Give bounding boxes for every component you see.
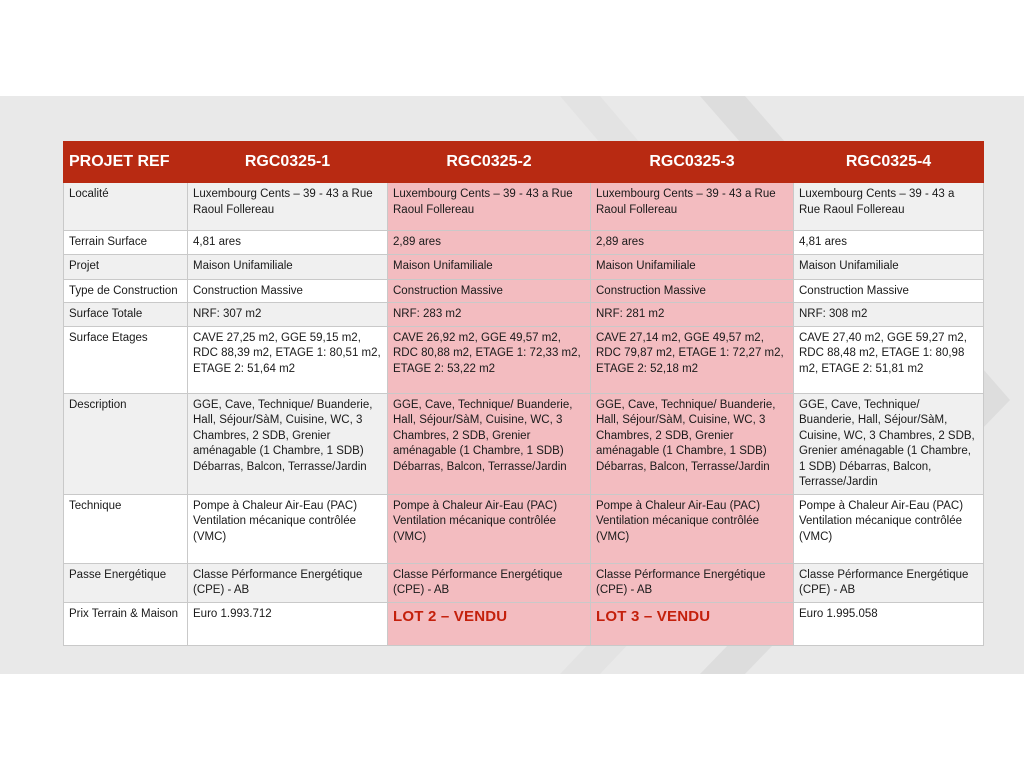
cell-lot-4: Classe Pérformance Energétique (CPE) - AB (794, 563, 984, 602)
cell-lot-3: GGE, Cave, Technique/ Buanderie, Hall, Séjour/SàM, Cuisine, WC, 3 Chambres, 2 SDB, Grenier aménagable (1 Chambre, 1 SDB) Débarras, Balcon, Terrasse/Jardin (591, 393, 794, 494)
cell-lot-3: Construction Massive (591, 279, 794, 303)
cell-lot-4: NRF: 308 m2 (794, 303, 984, 327)
projet-ref-header: PROJET REF (64, 142, 188, 183)
cell-lot-4: Euro 1.995.058 (794, 602, 984, 645)
row-label: Surface Etages (64, 326, 188, 393)
row-type-construction (64, 279, 984, 303)
cell-lot-1: CAVE 27,25 m2, GGE 59,15 m2, RDC 88,39 m2, ETAGE 1: 80,51 m2, ETAGE 2: 51,64 m2 (188, 326, 388, 393)
cell-lot-4: CAVE 27,40 m2, GGE 59,27 m2, RDC 88,48 m2, ETAGE 1: 80,98 m2, ETAGE 2: 51,81 m2 (794, 326, 984, 393)
cell-lot-1: Luxembourg Cents – 39 - 43 a Rue Raoul Follereau (188, 183, 388, 231)
lot-header-4: RGC0325-4 (794, 142, 984, 183)
row-description (64, 393, 984, 494)
cell-lot-1: NRF: 307 m2 (188, 303, 388, 327)
row-passe-energetique (64, 563, 984, 602)
row-terrain-surface (64, 231, 984, 255)
cell-lot-2: Construction Massive (388, 279, 591, 303)
row-label: Description (64, 393, 188, 494)
cell-lot-4: Luxembourg Cents – 39 - 43 a Rue Raoul Follereau (794, 183, 984, 231)
cell-lot-1: Euro 1.993.712 (188, 602, 388, 645)
cell-lot-4: GGE, Cave, Technique/ Buanderie, Hall, Séjour/SàM, Cuisine, WC, 3 Chambres, 2 SDB, Grenier aménagable (1 Chambre, 1 SDB) Débarras, Balcon, Terrasse/Jardin (794, 393, 984, 494)
cell-lot-1: Maison Unifamiliale (188, 254, 388, 279)
row-label: Projet (64, 254, 188, 279)
row-technique (64, 494, 984, 563)
lot-header-3: RGC0325-3 (591, 142, 794, 183)
row-projet (64, 254, 984, 279)
sold-label: LOT 3 – VENDU (596, 607, 711, 625)
row-surface-totale (64, 303, 984, 327)
cell-lot-3: Pompe à Chaleur Air-Eau (PAC) Ventilation mécanique contrôlée (VMC) (591, 494, 794, 563)
cell-lot-2: Maison Unifamiliale (388, 254, 591, 279)
cell-lot-1: GGE, Cave, Technique/ Buanderie, Hall, Séjour/SàM, Cuisine, WC, 3 Chambres, 2 SDB, Grenier aménagable (1 Chambre, 1 SDB) Débarras, Balcon, Terrasse/Jardin (188, 393, 388, 494)
lot-header-1: RGC0325-1 (188, 142, 388, 183)
cell-lot-2: Pompe à Chaleur Air-Eau (PAC) Ventilation mécanique contrôlée (VMC) (388, 494, 591, 563)
cell-lot-2: CAVE 26,92 m2, GGE 49,57 m2, RDC 80,88 m2, ETAGE 1: 72,33 m2, ETAGE 2: 53,22 m2 (388, 326, 591, 393)
row-label: Technique (64, 494, 188, 563)
cell-lot-1: Classe Pérformance Energétique (CPE) - AB (188, 563, 388, 602)
cell-lot-3: NRF: 281 m2 (591, 303, 794, 327)
cell-lot-1: Pompe à Chaleur Air-Eau (PAC) Ventilation mécanique contrôlée (VMC) (188, 494, 388, 563)
cell-lot-4: 4,81 ares (794, 231, 984, 255)
cell-lot-2: 2,89 ares (388, 231, 591, 255)
row-label: Passe Energétique (64, 563, 188, 602)
cell-lot-3: Luxembourg Cents – 39 - 43 a Rue Raoul Follereau (591, 183, 794, 231)
cell-lot-3: 2,89 ares (591, 231, 794, 255)
cell-lot-3 (591, 602, 794, 645)
row-localite (64, 183, 984, 231)
cell-lot-3: Maison Unifamiliale (591, 254, 794, 279)
row-label: Surface Totale (64, 303, 188, 327)
cell-lot-2: Luxembourg Cents – 39 - 43 a Rue Raoul Follereau (388, 183, 591, 231)
cell-lot-3: CAVE 27,14 m2, GGE 49,57 m2, RDC 79,87 m2, ETAGE 1: 72,27 m2, ETAGE 2: 52,18 m2 (591, 326, 794, 393)
row-label: Localité (64, 183, 188, 231)
cell-lot-1: 4,81 ares (188, 231, 388, 255)
cell-lot-2: NRF: 283 m2 (388, 303, 591, 327)
project-specs-table (63, 141, 984, 646)
cell-lot-3: Classe Pérformance Energétique (CPE) - AB (591, 563, 794, 602)
sold-label: LOT 2 – VENDU (393, 607, 508, 625)
row-label: Type de Construction (64, 279, 188, 303)
header-row (64, 142, 984, 183)
cell-lot-4: Pompe à Chaleur Air-Eau (PAC) Ventilation mécanique contrôlée (VMC) (794, 494, 984, 563)
cell-lot-4: Maison Unifamiliale (794, 254, 984, 279)
row-surface-etages (64, 326, 984, 393)
cell-lot-2: Classe Pérformance Energétique (CPE) - AB (388, 563, 591, 602)
cell-lot-4: Construction Massive (794, 279, 984, 303)
cell-lot-2: GGE, Cave, Technique/ Buanderie, Hall, Séjour/SàM, Cuisine, WC, 3 Chambres, 2 SDB, Grenier aménagable (1 Chambre, 1 SDB) Débarras, Balcon, Terrasse/Jardin (388, 393, 591, 494)
lot-header-2: RGC0325-2 (388, 142, 591, 183)
row-prix (64, 602, 984, 645)
cell-lot-2 (388, 602, 591, 645)
cell-lot-1: Construction Massive (188, 279, 388, 303)
row-label: Prix Terrain & Maison (64, 602, 188, 645)
row-label: Terrain Surface (64, 231, 188, 255)
